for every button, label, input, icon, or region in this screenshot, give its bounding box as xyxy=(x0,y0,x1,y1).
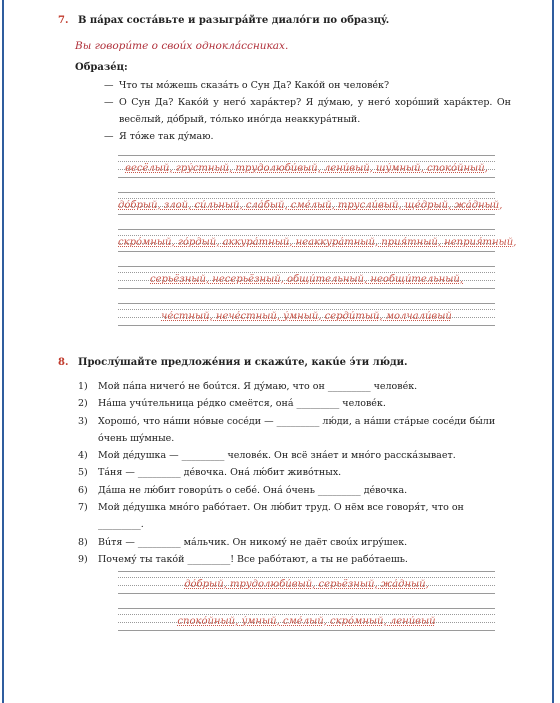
dialogue-line: — Я тóже так дýмаю. xyxy=(104,131,214,142)
exercise-7-heading xyxy=(58,15,389,26)
word-bank-line: чéстный, нечéстный, ýмный, сердúтый, молчалúвый xyxy=(161,311,452,322)
writing-line xyxy=(118,155,495,192)
list-item: 8) Вúтя — _________ мáльчик. Он никомý не даёт своúх игрýшек. xyxy=(78,536,408,548)
dialogue-line: — О Сун Да? Какóй у негó харáктер? Я дýмаю, у негó хорóший харáктер. Он весёлый, дóбрый, тóлько инóгда неаккурáтный. xyxy=(104,97,511,125)
list-item: 9) Почемý ты такóй _________! Все рабóтают, а ты не рабóтаешь. xyxy=(78,553,408,565)
writing-line xyxy=(118,608,495,645)
exercise-8-heading xyxy=(58,357,408,368)
list-item: 7) Мой дéдушка мнóго рабóтает. Он лю́бит труд. О нём все говоря́т, что он _________. xyxy=(78,502,464,531)
writing-lines xyxy=(118,155,517,340)
word-bank-line: серьёзный, несерьёзный, общúтельный, необщúтельный, xyxy=(150,274,463,285)
sample-dialogue xyxy=(104,77,511,145)
dialogue-line: — Что ты мóжешь сказáть о Сун Да? Какóй он человéк? xyxy=(104,80,390,91)
exercise-title: В пáрах состáвьте и разыгрáйте диалóги по образцý. xyxy=(78,15,390,26)
list-item: 4) Мой дéдушка — _________ человéк. Он всё знáет и мнóго расскáзывает. xyxy=(78,450,456,462)
exercise-instruction: Вы говорúте о своúх одноклáссниках. xyxy=(75,40,289,52)
exercise-title: Прослýшайте предложéния и скажúте, какúе э́ти лю́ди. xyxy=(78,357,408,368)
sentence-list xyxy=(78,378,498,568)
writing-lines xyxy=(118,571,495,645)
exercise-number: 7. xyxy=(58,15,69,26)
exercise-number: 8. xyxy=(58,357,69,368)
list-item: 2) Нáша учúтельница рéдко смеётся, онá _________ человéк. xyxy=(78,398,386,410)
word-bank-line: скрóмный, гóрдый, аккурáтный, неаккурáтный, прия́тный, неприя́тный, xyxy=(118,237,517,248)
word-bank-line: спокóйный, ýмный, смéлый, скрóмный, ленúвый xyxy=(177,616,436,627)
writing-line xyxy=(118,303,495,340)
list-item: 3) Хорошó, что нáши нóвые сосéди — _________ лю́ди, а нáши стáрые сосéди бы́ли óчень шýмные. xyxy=(78,415,496,444)
word-bank-line: дóбрый, трудолюбúвый, серьёзный, жáдный, xyxy=(184,579,429,590)
word-bank-line: весёлый, грýстный, трудолюбúвый, ленúвый, шýмный, спокóйный, xyxy=(125,163,488,174)
sample-label: Образéц: xyxy=(75,62,128,73)
writing-line xyxy=(118,571,495,608)
writing-line xyxy=(118,192,503,229)
writing-line xyxy=(118,266,495,303)
writing-line xyxy=(118,229,517,266)
word-bank-line: дóбрый, злой, сúльный, слáбый, смéлый, труслúвый, щéдрый, жáдный, xyxy=(118,200,503,211)
list-item: 1) Мой пáпа ничегó не боúтся. Я дýмаю, что он _________ человéк. xyxy=(78,381,418,392)
list-item: 5) Тáня — _________ дéвочка. Онá лю́бит живóтных. xyxy=(78,467,342,479)
list-item: 6) Дáша не лю́бит говорúть о себé. Онá óчень _________ дéвочка. xyxy=(78,484,408,496)
